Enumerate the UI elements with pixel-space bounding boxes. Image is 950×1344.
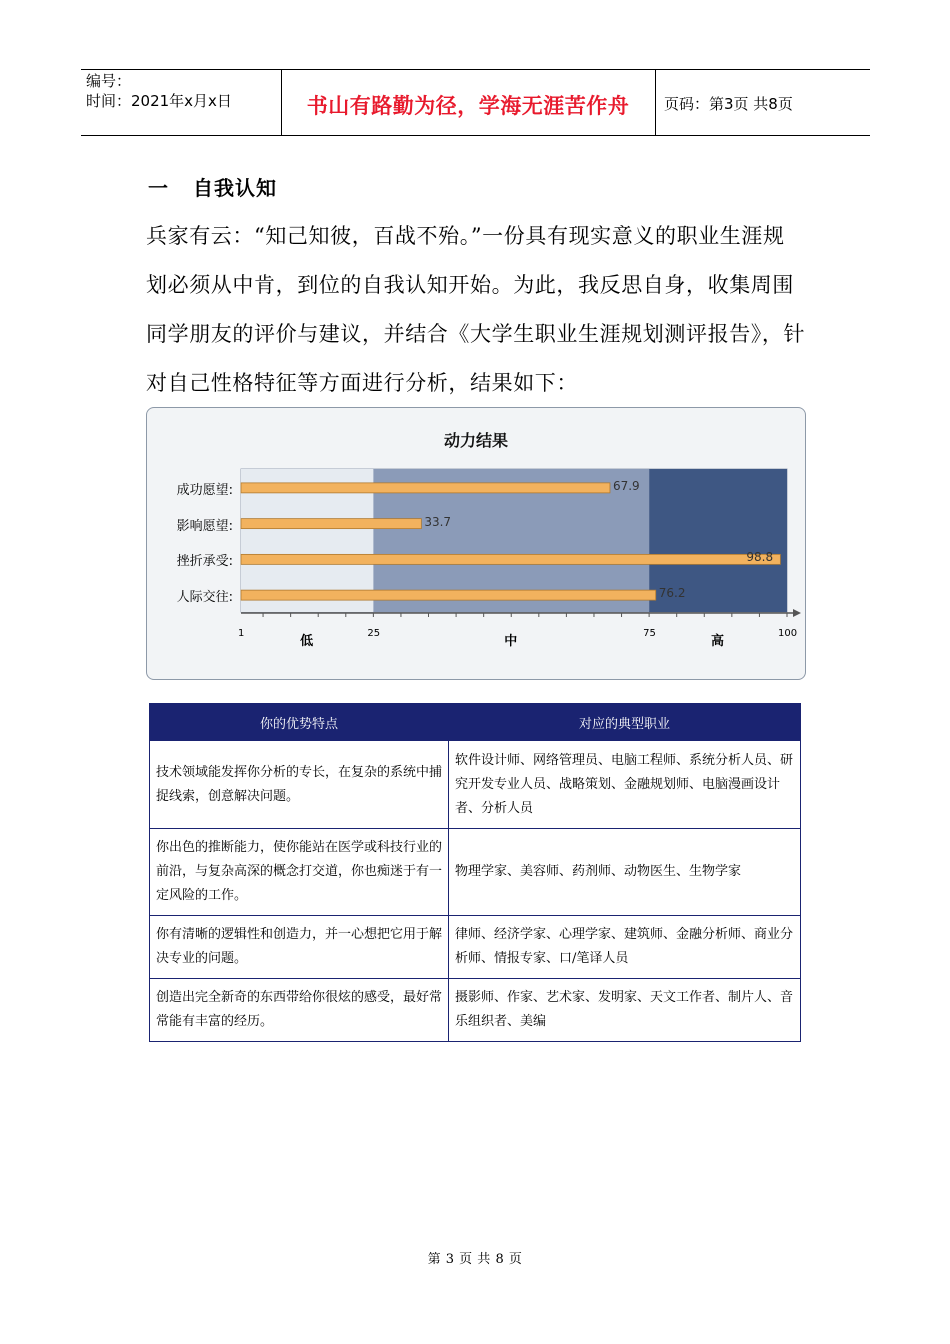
zone-label: 低 — [300, 634, 314, 649]
bar — [241, 590, 656, 600]
data-label: 76.2 — [658, 586, 686, 601]
strength-cell: 你有清晰的逻辑性和创造力，并一心想把它用于解决专业的问题。 — [150, 916, 449, 979]
bar — [241, 554, 780, 564]
career-cell: 软件设计师、网络管理员、电脑工程师、系统分析人员、研究开发专业人员、战略策划、金融规划师、电脑漫画设计者、分析人员 — [449, 741, 801, 829]
strengths-careers-table — [149, 703, 801, 1042]
category-label: 影响愿望: — [176, 518, 233, 534]
header-divider — [655, 69, 656, 135]
data-label: 98.8 — [746, 550, 774, 565]
intro-paragraph: 兵家有云：“知己知彼，百战不殆。”一份具有现实意义的职业生涯规划必须从中肯，到位的自我认知开始。为此，我反思自身，收集周围同学朋友的评价与建议，并结合《大学生职业生涯规划测评报告》，针对自己性格特征等方面进行分析，结果如下： — [146, 224, 806, 395]
x-tick-label: 1 — [238, 628, 245, 639]
page-footer: 第 3 页 共 8 页 — [427, 1252, 523, 1267]
section-heading — [148, 172, 277, 201]
section-title: 自我认知 — [193, 176, 277, 200]
column-header-careers: 对应的典型职业 — [449, 704, 801, 741]
career-cell: 摄影师、作家、艺术家、发明家、天文工作者、制片人、音乐组织者、美编 — [449, 979, 801, 1042]
bar — [241, 519, 421, 529]
table-header-row — [150, 704, 801, 741]
chart-canvas — [147, 408, 805, 679]
category-label: 挫折承受: — [176, 554, 233, 570]
x-axis-arrow — [793, 609, 801, 617]
table-row — [150, 829, 801, 916]
header-motto: 书山有路勤为径，学海无涯苦作舟 — [306, 94, 630, 118]
header-meta — [86, 71, 232, 111]
doc-time-label: 时间：2021年x月x日 — [86, 92, 232, 110]
motivation-chart — [146, 407, 806, 680]
data-label: 67.9 — [612, 478, 640, 493]
x-tick-label: 100 — [778, 628, 798, 639]
strength-cell: 技术领域能发挥你分析的专长，在复杂的系统中捕捉线索，创意解决问题。 — [150, 741, 449, 829]
career-cell: 律师、经济学家、心理学家、建筑师、金融分析师、商业分析师、情报专家、口/笔译人员 — [449, 916, 801, 979]
table-row — [150, 979, 801, 1042]
section-number: 一 — [148, 176, 169, 200]
x-tick-label: 75 — [643, 628, 656, 639]
bar — [241, 483, 610, 493]
zone-label: 中 — [504, 634, 518, 649]
chart-title: 动力结果 — [443, 431, 508, 450]
table-row — [150, 916, 801, 979]
zone-label: 高 — [711, 634, 725, 649]
career-cell: 物理学家、美容师、药剂师、动物医生、生物学家 — [449, 829, 801, 916]
table-row — [150, 741, 801, 829]
category-label: 人际交往: — [176, 590, 233, 606]
data-label: 33.7 — [424, 514, 452, 529]
strength-cell: 你出色的推断能力，使你能站在医学或科技行业的前沿，与复杂高深的概念打交道，你也痴迷于有一定风险的工作。 — [150, 829, 449, 916]
header-bottom-rule — [81, 135, 870, 136]
x-tick-label: 25 — [367, 628, 381, 639]
column-header-strengths: 你的优势特点 — [150, 704, 449, 741]
strength-cell: 创造出完全新奇的东西带给你很炫的感受，最好常常能有丰富的经历。 — [150, 979, 449, 1042]
category-label: 成功愿望: — [176, 482, 233, 498]
doc-number-label: 编号： — [86, 72, 132, 90]
header-page-label: 页码：第3页 共8页 — [664, 95, 793, 113]
header-top-rule — [81, 69, 870, 70]
